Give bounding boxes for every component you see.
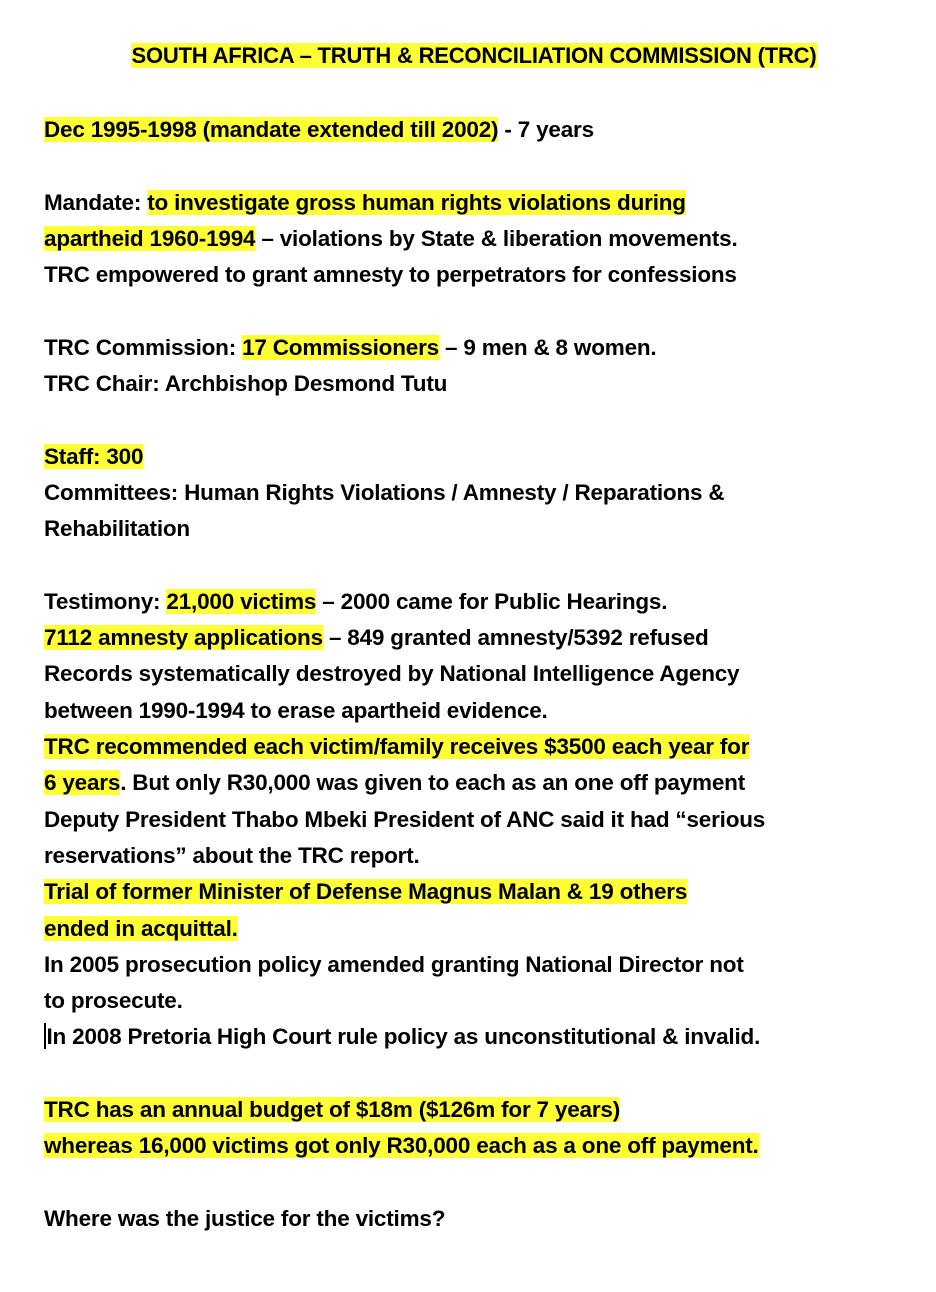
records-line-1: Records systematically destroyed by National Intelligence Agency	[44, 661, 740, 687]
commission-paragraph	[44, 330, 904, 403]
amnesty-applications: 7112 amnesty applications	[44, 625, 323, 651]
text-cursor	[44, 1023, 46, 1049]
dates-paragraph	[44, 112, 904, 148]
testimony-line	[44, 584, 904, 620]
testimony-label: Testimony:	[44, 588, 167, 614]
period-text: Dec 1995-1998 (mandate extended till 2002)	[44, 117, 499, 142]
hearings-text: – 2000 came for Public Hearings.	[316, 588, 668, 614]
mandate-line-3: TRC empowered to grant amnesty to perpetrators for confessions	[44, 262, 737, 288]
dates-line	[44, 112, 904, 148]
staff-line	[44, 439, 904, 475]
commission-split: – 9 men & 8 women.	[438, 334, 657, 360]
title-text: SOUTH AFRICA – TRUTH & RECONCILIATION COMMISSION (TRC)	[131, 43, 817, 68]
duration-text: - 7 years	[498, 117, 594, 142]
commissioner-count: 17 Commissioners	[242, 334, 439, 360]
recommendation-rest: . But only R30,000 was given to each as an one off payment	[120, 770, 746, 796]
trial-highlight-1: Trial of former Minister of Defense Magnus Malan & 19 others	[44, 879, 688, 905]
staff-count: Staff: 300	[44, 443, 144, 469]
mandate-paragraph	[44, 185, 904, 294]
victims-count: 21,000 victims	[166, 588, 317, 614]
amnesty-results: – 849 granted amnesty/5392 refused	[322, 625, 709, 651]
recommendation-highlight-2: 6 years	[44, 770, 121, 796]
court-text: In 2008 Pretoria High Court rule policy as unconstitutional & invalid.	[46, 1024, 761, 1050]
commission-label: TRC Commission:	[44, 334, 243, 360]
recommendation-line-1	[44, 729, 904, 765]
policy-line-2: to prosecute.	[44, 988, 183, 1014]
mandate-line-1	[44, 185, 904, 221]
document-page	[44, 38, 904, 1274]
mbeki-line-1: Deputy President Thabo Mbeki President of ANC said it had “serious	[44, 806, 766, 832]
budget-highlight-1: TRC has an annual budget of $18m ($126m for 7 years)	[44, 1097, 621, 1123]
policy-line-1: In 2005 prosecution policy amended granting National Director not	[44, 951, 744, 977]
staff-paragraph	[44, 439, 904, 548]
trial-line-1	[44, 874, 904, 910]
budget-highlight-2: whereas 16,000 victims got only R30,000 each as a one off payment.	[44, 1133, 759, 1159]
chair-line: TRC Chair: Archbishop Desmond Tutu	[44, 371, 448, 397]
trial-highlight-2: ended in acquittal.	[44, 915, 238, 941]
committees-line-2: Rehabilitation	[44, 516, 190, 542]
budget-line-1	[44, 1092, 904, 1128]
mandate-line-2	[44, 221, 904, 257]
budget-paragraph	[44, 1092, 904, 1165]
mandate-rest-2: – violations by State & liberation movements.	[255, 225, 738, 251]
budget-line-2	[44, 1128, 904, 1164]
testimony-paragraph	[44, 584, 904, 1056]
mbeki-line-2: reservations” about the TRC report.	[44, 842, 420, 868]
records-line-2: between 1990-1994 to erase apartheid evidence.	[44, 697, 548, 723]
recommendation-line-2	[44, 765, 904, 801]
recommendation-highlight-1: TRC recommended each victim/family receives $3500 each year for	[44, 734, 750, 760]
trial-line-2	[44, 911, 904, 947]
mandate-highlight-1: to investigate gross human rights violations during	[147, 189, 686, 215]
amnesty-line	[44, 620, 904, 656]
closing-paragraph	[44, 1201, 904, 1237]
court-line[interactable]	[44, 1019, 904, 1055]
commission-line	[44, 330, 904, 366]
closing-question: Where was the justice for the victims?	[44, 1205, 446, 1231]
committees-line-1: Committees: Human Rights Violations / Amnesty / Reparations &	[44, 479, 725, 505]
mandate-highlight-2: apartheid 1960-1994	[44, 225, 256, 251]
document-title	[44, 38, 904, 74]
mandate-label: Mandate:	[44, 189, 148, 215]
